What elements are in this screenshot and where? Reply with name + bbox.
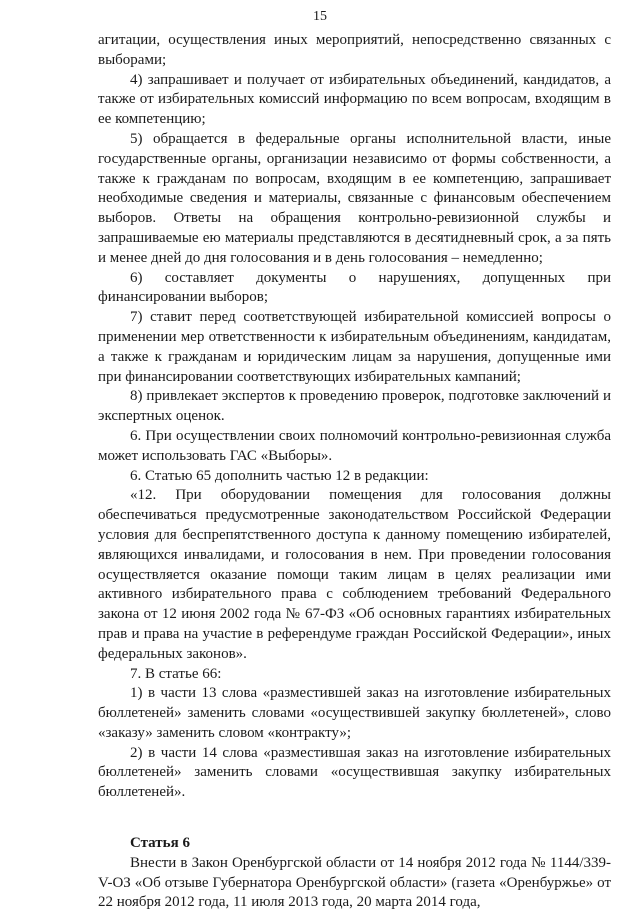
paragraph-item-5: 5) обращается в федеральные органы исполнительной власти, иные государственные органы, организации независимо от формы собственности, а также к гражданам по вопросам, входящим в ее компетенцию, запрашивает необходимые сведения и материалы, связанные с финансовым обеспечением выборов. Ответы на обращения контрольно-ревизионной службы и запрашиваемые ею материалы представляются в десятидневный срок, а за пять и менее дней до дня голосования и в день голосования – немедленно; [98,130,611,266]
paragraph-amendment-6: 6. Статью 65 дополнить частью 12 в редакции: [130,467,429,484]
paragraph-continuation: агитации, осуществления иных мероприятий, непосредственно связанных с выборами; [98,32,611,68]
section-gap [98,803,611,834]
page-number: 15 [313,9,327,24]
paragraph-amendment-7: 7. В статье 66: [130,665,222,682]
paragraph-item-6: 6) составляет документы о нарушениях, допущенных при финансировании выборов; [98,269,611,306]
paragraph-item-8: 8) привлекает экспертов к проведению проверок, подготовке заключений и экспертных оценок. [98,388,611,425]
paragraph-part-12-quote: «12. При оборудовании помещения для голосования должны обеспечиваться предусмотренные законодательством Российской Федерации условия для беспрепятственного доступа к данному помещению избирателей, являющихся инвалидами, и голосования в нем. При проведении голосования осуществляется оказание помощи таким лицам в целях реализации ими активного избирательного права с соблюдением требований Федерального закона от 12 июня 2002 года № 67-ФЗ «Об основных гарантиях избирательных прав и права на участие в референдуме граждан Российской Федерации», иных федеральных законов». [98,487,611,662]
paragraph-subitem-1: 1) в части 13 слова «разместившей заказ на изготовление избирательных бюллетеней» заменить словами «осуществившей закупку бюллетеней», слово «заказу» заменить словом «контракту»; [98,685,611,741]
paragraph-item-7: 7) ставит перед соответствующей избирательной комиссией вопросы о применении мер ответственности к избирательным объединениям, кандидатам, а также к гражданам и юридическим лицам за нарушения, допущенные ими при финансировании соответствующих избирательных кампаний; [98,309,611,385]
document-body [98,31,611,913]
article-paragraph: Внести в Закон Оренбургской области от 14 ноября 2012 года № 1144/339-V-ОЗ «Об отзыве Губернатора Оренбургской области» (газета «Оренбуржье» от 22 ноября 2012 года, 11 июля 2013 года, 20 марта 2014 года, [98,854,611,911]
paragraph-part-6: 6. При осуществлении своих полномочий контрольно-ревизионная служба может использовать ГАС «Выборы». [98,427,611,464]
paragraph-item-4: 4) запрашивает и получает от избирательных объединений, кандидатов, а также от избирательных комиссий информацию по всем вопросам, входящим в ее компетенцию; [98,71,611,128]
article-heading: Статья 6 [130,835,190,852]
paragraph-subitem-2: 2) в части 14 слова «разместившая заказ на изготовление избирательных бюллетеней» заменить словами «осуществившая закупку избирательных бюллетеней». [98,744,611,801]
